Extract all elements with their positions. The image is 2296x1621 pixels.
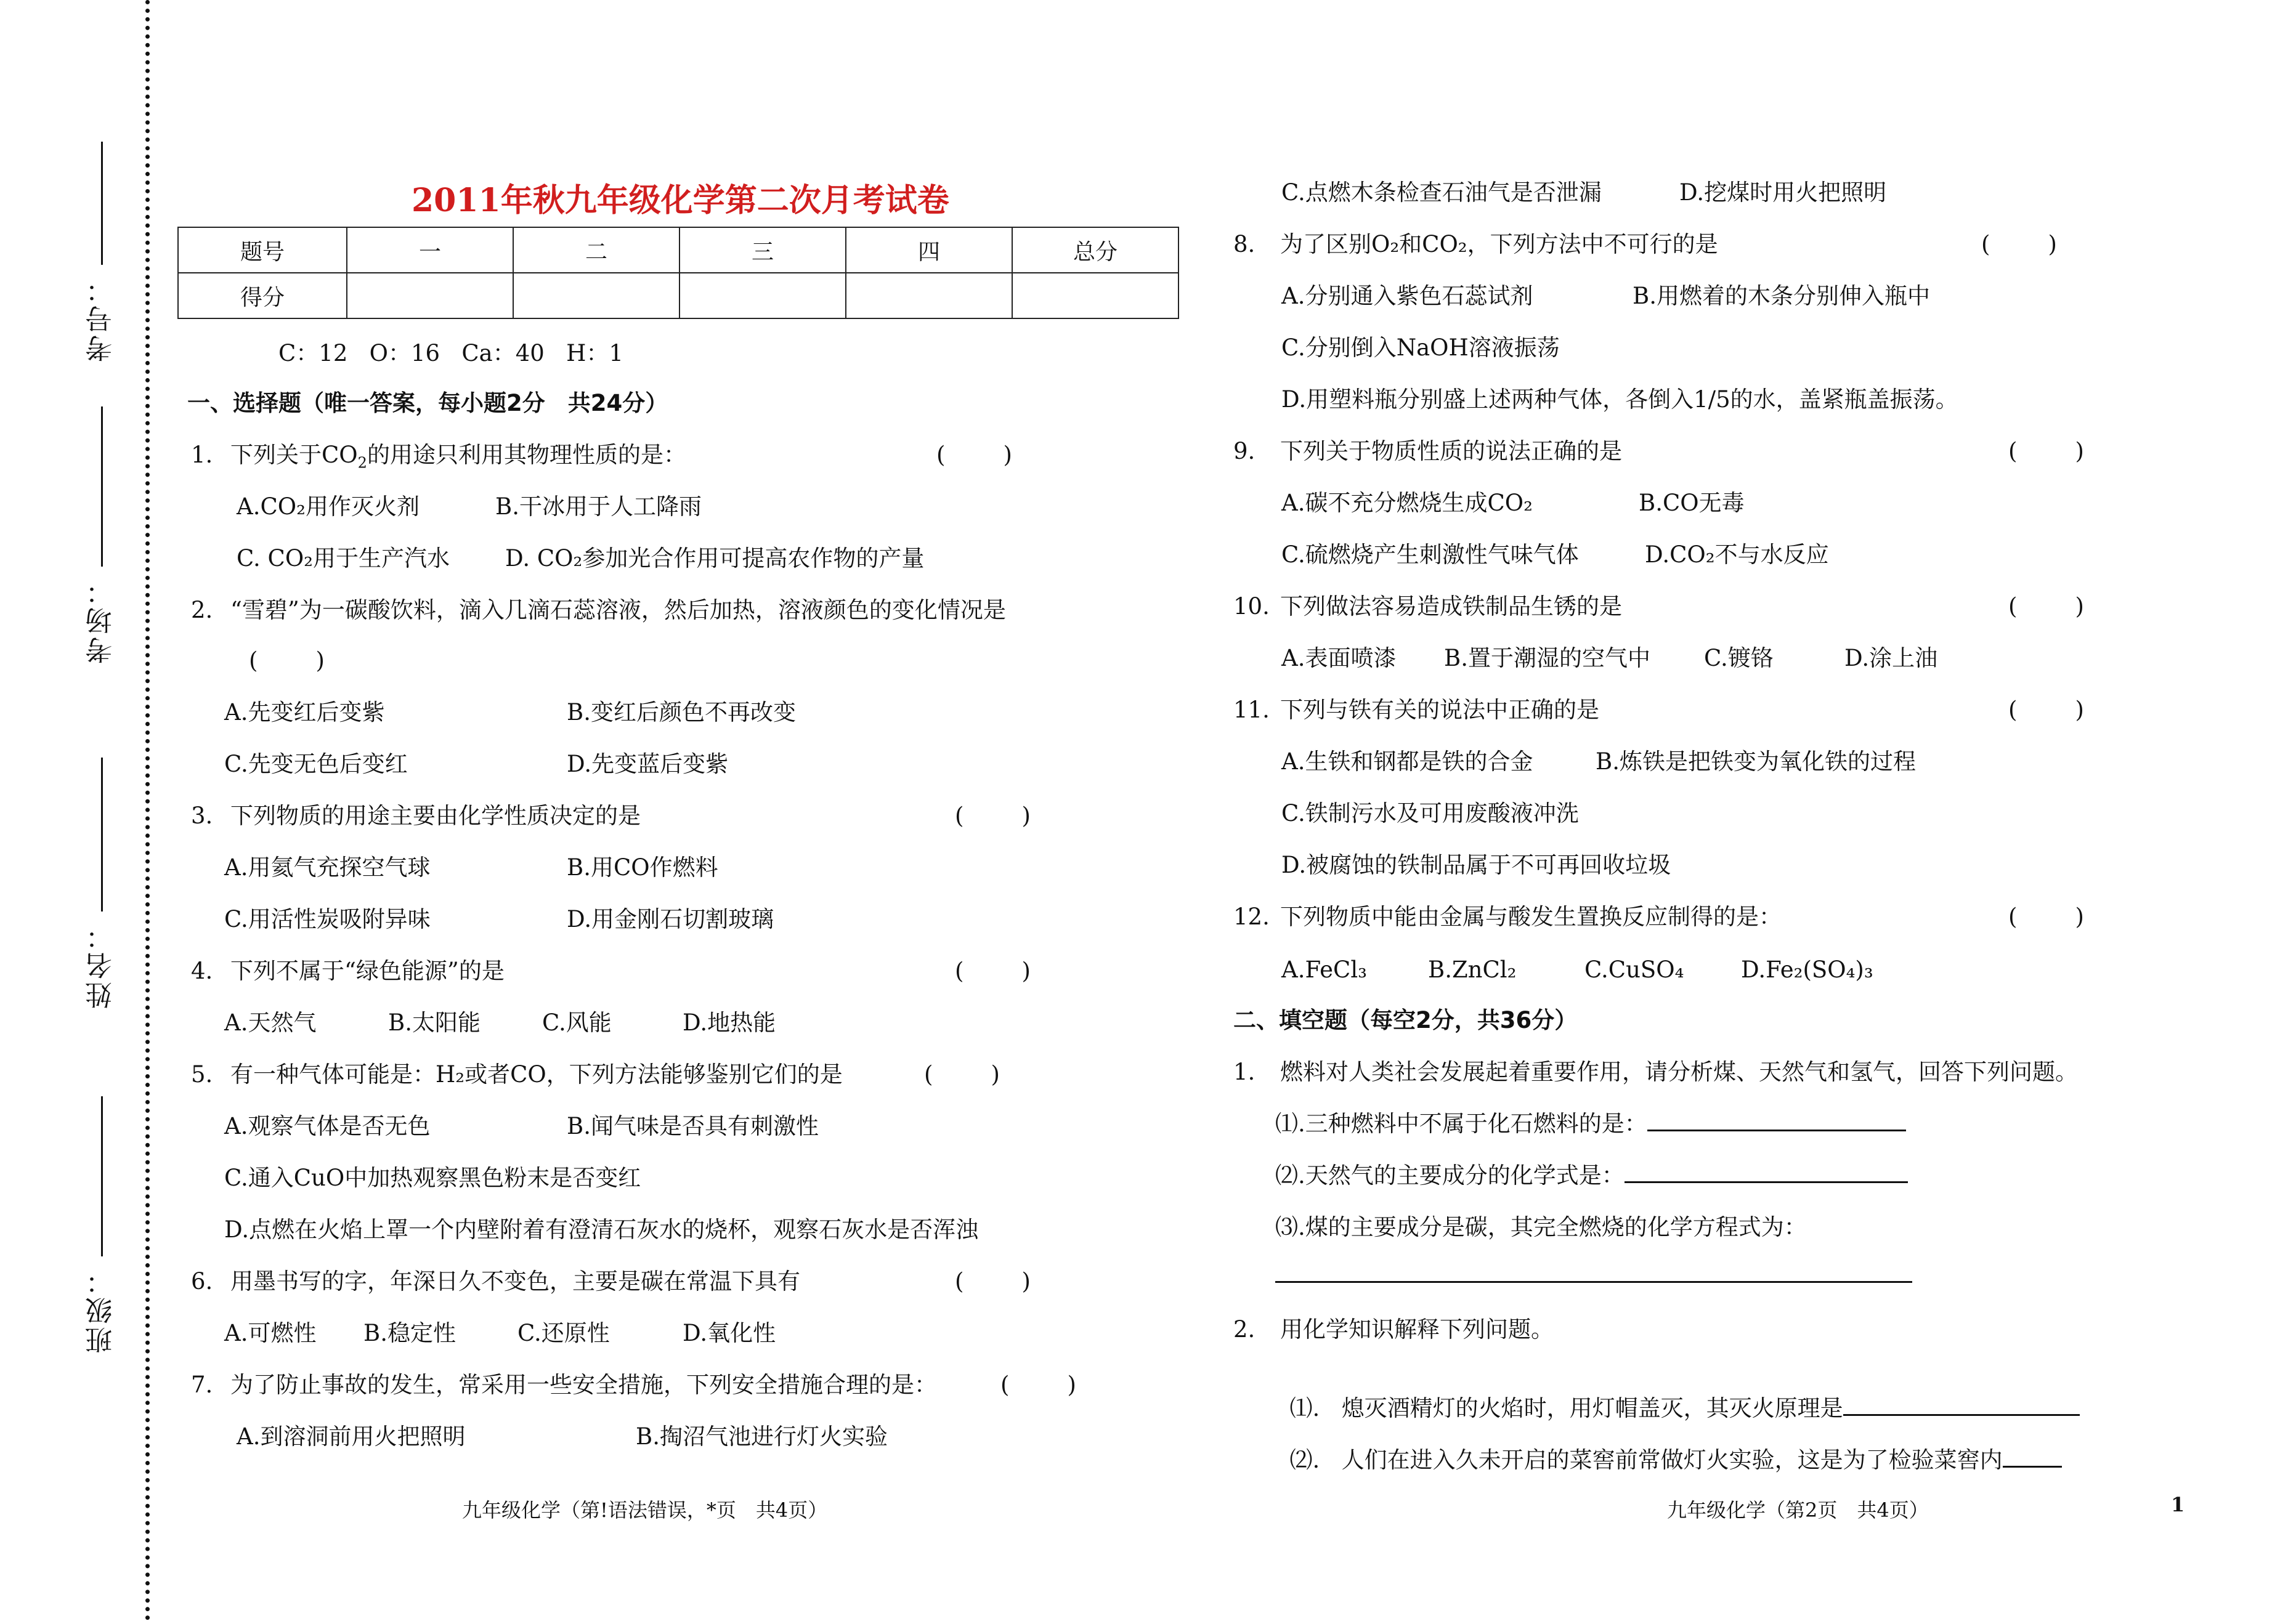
option-a: A.CO₂用作灭火剂 — [237, 493, 420, 520]
question-7 — [191, 1372, 937, 1399]
question-stem: 下列做法容易造成铁制品生锈的是 — [1280, 593, 1622, 620]
option-c: C.还原性 — [517, 1320, 610, 1346]
score-input-cell[interactable] — [846, 273, 1012, 318]
option-b: B.稳定性 — [363, 1320, 456, 1346]
option-d: D.用金刚石切割玻璃 — [567, 906, 774, 932]
option-a: A.FeCl₃ — [1281, 956, 1368, 983]
question-stem: 下列关于CO — [230, 442, 358, 468]
option-a: A.表面喷漆 — [1281, 645, 1397, 671]
question-stem: 燃料对人类社会发展起着重要作用，请分析煤、天然气和氢气，回答下列问题。 — [1280, 1059, 2078, 1085]
question-number: 8. — [1233, 231, 1255, 257]
exam-title: 2011年秋九年级化学第二次月考试卷 — [412, 182, 949, 219]
score-header-cell: 三 — [679, 227, 846, 273]
option-d: D. CO₂参加光合作用可提高农作物的产量 — [505, 545, 925, 572]
answer-line[interactable] — [1275, 1263, 1912, 1283]
score-input-cell[interactable] — [1012, 273, 1178, 318]
name-field[interactable] — [80, 758, 123, 1009]
class-line — [101, 1096, 103, 1256]
answer-blank[interactable]: ( ) — [2008, 903, 2084, 930]
class-label: 班级： — [86, 1265, 117, 1354]
option-b: B.闻气味是否具有刺激性 — [567, 1113, 819, 1139]
question-number: 10. — [1233, 593, 1270, 620]
question-stem: 有一种气体可能是：H₂或者CO，下列方法能够鉴别它们的是 — [230, 1061, 843, 1088]
score-table-header-row — [178, 227, 1178, 273]
score-header-cell: 一 — [347, 227, 513, 273]
question-number: 12. — [1233, 903, 1270, 930]
answer-line[interactable] — [2003, 1447, 2062, 1468]
answer-blank[interactable]: ( ) — [2008, 593, 2084, 620]
question-number: 1. — [191, 442, 213, 468]
question-number: 2. — [1233, 1316, 1255, 1343]
question-number: 5. — [191, 1061, 213, 1088]
answer-blank[interactable]: ( ) — [249, 647, 325, 674]
option-d: D.先变蓝后变紫 — [567, 751, 729, 777]
score-header-cell: 题号 — [178, 227, 347, 273]
option-d: D.涂上油 — [1844, 645, 1938, 671]
question-number: 3. — [191, 802, 213, 829]
part-text: ⑵. 人们在进入久未开启的菜窖前常做灯火实验，这是为了检验菜窖内 — [1289, 1447, 2003, 1474]
answer-line[interactable] — [1647, 1111, 1906, 1131]
question-stem: 下列不属于“绿色能源”的是 — [230, 958, 505, 984]
option-a: A.生铁和钢都是铁的合金 — [1281, 748, 1533, 775]
part-text: ⑴.三种燃料中不属于化石燃料的是： — [1275, 1110, 1647, 1137]
option-a: A.用氦气充探空气球 — [224, 854, 431, 881]
left-page-footer: 九年级化学（第!语法错误，*页 共4页） — [462, 1498, 828, 1522]
name-line — [101, 758, 103, 912]
question-number: 2. — [191, 597, 213, 623]
option-d: D.点燃在火焰上罩一个内壁附着有澄清石灰水的烧杯，观察石灰水是否浑浊 — [224, 1216, 979, 1243]
option-b: B.掏沼气池进行灯火实验 — [636, 1423, 888, 1450]
option-c: C.CuSO₄ — [1584, 956, 1684, 983]
part-text: ⑴. 熄灭酒精灯的火焰时，用灯帽盖灭，其灭火原理是 — [1289, 1395, 1843, 1422]
question-9 — [1233, 438, 1622, 465]
option-b: B.用CO作燃料 — [567, 854, 718, 881]
answer-line[interactable] — [1625, 1163, 1908, 1183]
question-2 — [191, 597, 1006, 624]
part-text: ⑶.煤的主要成分是碳，其完全燃烧的化学方程式为： — [1275, 1214, 1807, 1240]
score-input-cell[interactable] — [347, 273, 513, 318]
option-b: B.CO无毒 — [1639, 490, 1745, 516]
question-8 — [1233, 231, 1718, 258]
question-stem: “雪碧”为一碳酸饮料，滴入几滴石蕊溶液，然后加热，溶液颜色的变化情况是 — [230, 597, 1006, 623]
right-page-footer: 九年级化学（第2页 共4页） — [1667, 1498, 1929, 1522]
fill-1-part-2 — [1275, 1162, 1908, 1189]
option-a: A.观察气体是否无色 — [224, 1113, 431, 1139]
score-table-score-row — [178, 273, 1178, 318]
question-number: 9. — [1233, 438, 1255, 464]
option-c: C.先变无色后变红 — [224, 751, 408, 777]
option-c: C.镀铬 — [1704, 645, 1774, 671]
option-c: C.点燃木条检查石油气是否泄漏 — [1281, 179, 1602, 206]
fill-2-part-1 — [1275, 1368, 2080, 1423]
option-d: D.挖煤时用火把照明 — [1679, 179, 1887, 206]
binding-dotted-line — [145, 0, 150, 1621]
question-stem: 的用途只利用其物理性质的是： — [367, 442, 686, 468]
exam-number-line — [101, 142, 103, 265]
option-a: A.可燃性 — [224, 1320, 317, 1346]
fill-question-2 — [1233, 1316, 1554, 1343]
option-b: B.干冰用于人工降雨 — [495, 493, 702, 520]
question-12 — [1233, 903, 1782, 931]
question-stem: 为了区别O₂和CO₂，下列方法中不可行的是 — [1280, 231, 1718, 257]
option-d: D.Fe₂(SO₄)₃ — [1741, 956, 1873, 983]
answer-blank[interactable]: ( ) — [955, 1268, 1031, 1295]
fill-1-part-3 — [1275, 1214, 1807, 1241]
subscript: 2 — [357, 454, 367, 472]
option-a: A.天然气 — [224, 1009, 317, 1036]
question-4 — [191, 958, 505, 985]
option-b: B.ZnCl₂ — [1428, 956, 1517, 983]
exam-room-field[interactable] — [80, 406, 123, 664]
answer-line[interactable] — [1843, 1396, 2080, 1416]
option-d: D.氧化性 — [683, 1320, 776, 1346]
answer-blank[interactable]: ( ) — [2008, 697, 2084, 723]
score-input-cell[interactable] — [513, 273, 679, 318]
score-table — [177, 227, 1179, 319]
question-6 — [191, 1268, 800, 1295]
option-b: B.炼铁是把铁变为氧化铁的过程 — [1596, 748, 1916, 775]
question-stem: 下列物质中能由金属与酸发生置换反应制得的是： — [1280, 903, 1782, 930]
answer-blank[interactable]: ( ) — [2008, 438, 2084, 464]
part-text: ⑵.天然气的主要成分的化学式是： — [1275, 1162, 1625, 1189]
question-3 — [191, 802, 641, 830]
score-row-label: 得分 — [178, 273, 347, 318]
question-stem: 用墨书写的字，年深日久不变色，主要是碳在常温下具有 — [230, 1268, 800, 1295]
option-d: D.地热能 — [683, 1009, 776, 1036]
exam-number-field[interactable] — [80, 142, 123, 362]
answer-blank[interactable]: ( ) — [936, 442, 1012, 468]
exam-number-label: 考号： — [86, 273, 117, 362]
option-b: B.太阳能 — [388, 1009, 481, 1036]
atomic-masses: C：12 O：16 Ca：40 H：1 — [278, 340, 623, 366]
question-11 — [1233, 697, 1599, 724]
question-number: 7. — [191, 1372, 213, 1398]
answer-blank[interactable]: ( ) — [955, 958, 1031, 984]
option-d: D.被腐蚀的铁制品属于不可再回收垃圾 — [1281, 852, 1671, 878]
section-1-heading: 一、选择题（唯一答案，每小题2分 共24分） — [187, 390, 668, 416]
option-c: C.风能 — [542, 1009, 612, 1036]
question-number: 4. — [191, 958, 213, 984]
option-a: A.碳不充分燃烧生成CO₂ — [1281, 490, 1533, 516]
class-field[interactable] — [80, 1096, 123, 1354]
score-input-cell[interactable] — [679, 273, 846, 318]
option-c: C.用活性炭吸附异味 — [224, 906, 431, 932]
score-header-cell: 二 — [513, 227, 679, 273]
option-a: A.先变红后变紫 — [224, 699, 385, 726]
question-5 — [191, 1061, 843, 1088]
question-stem: 下列与铁有关的说法中正确的是 — [1280, 697, 1599, 723]
answer-blank[interactable]: ( ) — [955, 802, 1031, 829]
option-b: B.变红后颜色不再改变 — [567, 699, 796, 726]
name-label: 姓名： — [86, 920, 117, 1009]
question-number: 6. — [191, 1268, 213, 1295]
option-b: B.用燃着的木条分别伸入瓶中 — [1633, 283, 1930, 309]
option-d: D.CO₂不与水反应 — [1645, 541, 1829, 568]
exam-room-label: 考场： — [86, 575, 117, 664]
question-10 — [1233, 593, 1622, 620]
answer-blank[interactable]: ( ) — [1000, 1372, 1076, 1398]
question-number: 11. — [1233, 697, 1270, 723]
question-stem: 下列物质的用途主要由化学性质决定的是 — [230, 802, 641, 829]
fill-2-part-2 — [1275, 1420, 2062, 1474]
fill-1-part-1 — [1275, 1110, 1906, 1138]
answer-blank[interactable]: ( ) — [924, 1061, 1000, 1088]
option-c: C.硫燃烧产生刺激性气味气体 — [1281, 541, 1579, 568]
answer-blank[interactable]: ( ) — [1981, 231, 2057, 257]
option-a: A.到溶洞前用火把照明 — [237, 1423, 466, 1450]
question-stem: 为了防止事故的发生，常采用一些安全措施，下列安全措施合理的是： — [230, 1372, 937, 1398]
question-number: 1. — [1233, 1059, 1255, 1085]
option-c: C.铁制污水及可用废酸液冲洗 — [1281, 800, 1579, 827]
exam-room-line — [101, 406, 103, 567]
option-a: A.分别通入紫色石蕊试剂 — [1281, 283, 1533, 309]
question-stem: 用化学知识解释下列问题。 — [1280, 1316, 1554, 1343]
question-1 — [191, 442, 686, 472]
score-header-cell: 总分 — [1012, 227, 1178, 273]
fill-question-1 — [1233, 1059, 2078, 1086]
option-c: C.分别倒入NaOH溶液振荡 — [1281, 334, 1560, 361]
option-b: B.置于潮湿的空气中 — [1444, 645, 1650, 671]
question-stem: 下列关于物质性质的说法正确的是 — [1280, 438, 1622, 464]
option-d: D.用塑料瓶分别盛上述两种气体，各倒入1/5的水，盖紧瓶盖振荡。 — [1281, 386, 1958, 413]
score-header-cell: 四 — [846, 227, 1012, 273]
option-c: C.通入CuO中加热观察黑色粉末是否变红 — [224, 1165, 641, 1191]
page-number: 1 — [2171, 1493, 2185, 1516]
section-2-heading: 二、填空题（每空2分，共36分） — [1233, 1007, 1578, 1033]
option-c: C. CO₂用于生产汽水 — [237, 545, 450, 572]
